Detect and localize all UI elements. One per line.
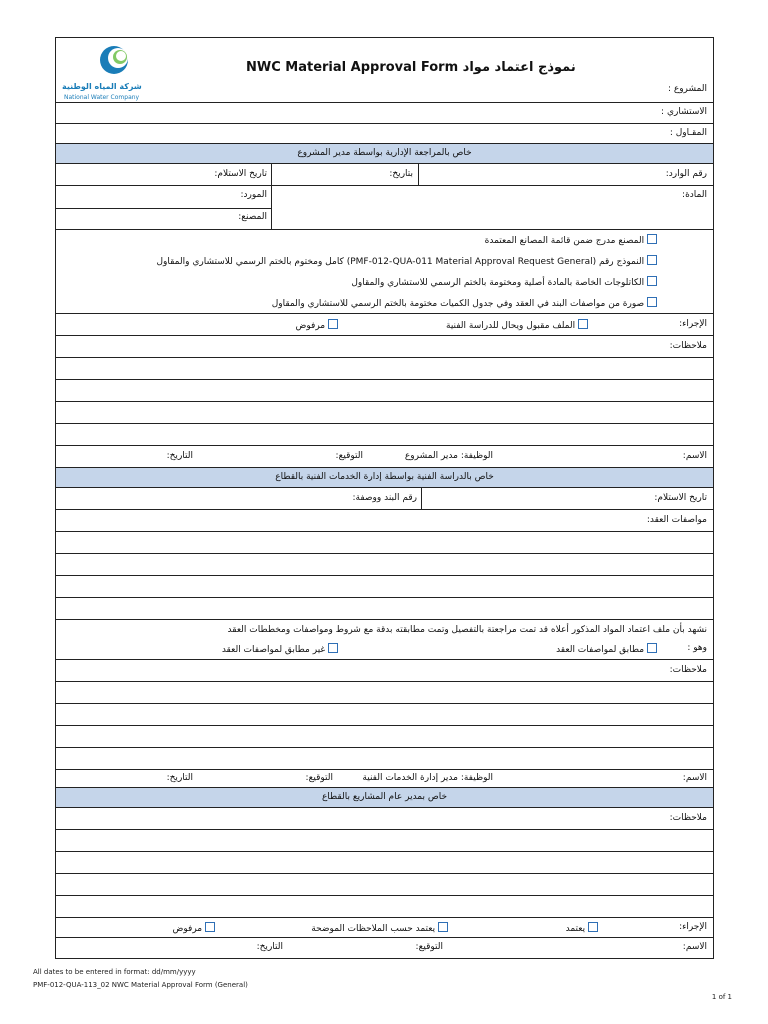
section1-header: خاص بالمراجعة الإدارية بواسطة مدير المشروع (56, 144, 713, 164)
section3-header: خاص بمدير عام المشاريع بالقطاع (56, 788, 713, 808)
notes-line[interactable] (56, 704, 713, 726)
contractor-row[interactable] (56, 124, 713, 144)
checkbox[interactable] (205, 922, 215, 932)
checkbox[interactable] (647, 276, 657, 286)
consultant-label: الاستشاري : (661, 107, 707, 117)
rejected-option[interactable]: مرفوض (296, 319, 339, 331)
manufacturer-label: المصنع: (238, 212, 267, 222)
declaration-text: نشهد بأن ملف اعتماد المواد المذكور أعلاه قد تمت مراجعتة بالتفصيل وتمت مطابقته بدقة مع شروط ومواصفات ومخططات العقد (227, 625, 707, 635)
checkbox[interactable] (647, 234, 657, 244)
signature-label: التوقيع: (415, 942, 443, 952)
notes-line[interactable] (56, 874, 713, 896)
form-title: NWC Material Approval Form نموذج اعتماد مواد (246, 60, 576, 75)
contractor-label: المقـاول : (669, 128, 707, 138)
checkbox[interactable] (328, 319, 338, 329)
receipt-item-row (56, 488, 713, 510)
rejected-option[interactable]: مرفوض (173, 922, 216, 934)
receipt-date-label: تاريخ الاستلام: (214, 169, 267, 179)
checklist-item[interactable]: الكاتلوجات الخاصة بالمادة أصلية ومختومة بالختم الرسمي للاستشاري والمقاول (351, 276, 657, 288)
accepted-option[interactable]: الملف مقبول ويحال للدراسة الفنية (446, 319, 588, 331)
approved-notes-option[interactable]: يعتمد حسب الملاحظات الموضحة (311, 922, 448, 934)
date-label: التاريخ: (166, 773, 193, 783)
specs-label: مواصفات العقد: (646, 515, 707, 525)
checkbox[interactable] (647, 297, 657, 307)
notes-line[interactable] (56, 402, 713, 424)
name-label: الاسم: (682, 773, 707, 783)
notes-line[interactable] (56, 380, 713, 402)
notes-line[interactable] (56, 852, 713, 874)
incoming-row (56, 164, 713, 186)
notes-line[interactable] (56, 748, 713, 770)
material-approval-form (55, 37, 714, 959)
checkbox[interactable] (647, 255, 657, 265)
notes-line[interactable] (56, 830, 713, 852)
action-label: الإجراء: (679, 922, 707, 932)
approved-option[interactable]: يعتمد (566, 922, 598, 934)
job-label: الوظيفة: مدير المشروع (404, 451, 493, 461)
signature-row (56, 770, 713, 788)
material-row (56, 186, 713, 230)
page-number: 1 of 1 (711, 993, 732, 1001)
logo-arabic-name: شركة المياه الوطنية (62, 82, 142, 91)
specs-line[interactable] (56, 532, 713, 554)
section2-header: خاص بالدراسة الفنية بواسطة إدارة الخدمات الفنية بالقطاع (56, 468, 713, 488)
checkbox[interactable] (438, 922, 448, 932)
notes-line[interactable] (56, 896, 713, 918)
document-code: PMF-012-QUA-113_02 NWC Material Approval Form (General) (33, 981, 248, 989)
checklist-item[interactable]: النموذج رقم (PMF-012-QUA-011 Material Approval Request General) كامل ومختوم بالختم الرسمي للاستشاري والمقاول (157, 255, 658, 267)
checkbox[interactable] (588, 922, 598, 932)
notes-row[interactable] (56, 808, 713, 830)
job-label: الوظيفة: مدير إدارة الخدمات الفنية (362, 773, 493, 783)
material-label: المادة: (682, 190, 707, 200)
signature-label: التوقيع: (335, 451, 363, 461)
specs-line[interactable] (56, 554, 713, 576)
item-no-label: رقم البند ووصفة: (352, 493, 417, 503)
checkbox[interactable] (647, 643, 657, 653)
incoming-no-label: رقم الوارد: (665, 169, 707, 179)
compliance-row (56, 638, 713, 660)
notes-line[interactable] (56, 726, 713, 748)
nwc-logo-icon (64, 42, 164, 102)
receipt-date-label: تاريخ الاستلام: (654, 493, 707, 503)
consultant-row[interactable] (56, 102, 713, 124)
name-label: الاسم: (682, 451, 707, 461)
signature-row (56, 938, 713, 958)
noncompliant-option[interactable]: غير مطابق لمواصفات العقد (222, 643, 338, 655)
action-label: الإجراء: (679, 319, 707, 329)
checklist (56, 230, 713, 314)
date-format-note: All dates to be entered in format: dd/mm/yyyy (33, 968, 196, 976)
notes-label: ملاحظات: (669, 813, 707, 823)
notes-line[interactable] (56, 682, 713, 704)
dated-label: بتاريخ: (389, 169, 413, 179)
notes-line[interactable] (56, 358, 713, 380)
notes-label: ملاحظات: (669, 665, 707, 675)
checklist-item[interactable]: صورة من مواصفات البند في العقد وفي جدول الكميات مختومة بالختم الرسمي للاستشاري والمقاول (272, 297, 657, 309)
specs-line[interactable] (56, 598, 713, 620)
specs-row[interactable] (56, 510, 713, 532)
checklist-item[interactable]: المصنع مدرج ضمن قائمة المصانع المعتمدة (485, 234, 657, 246)
action-row (56, 314, 713, 336)
project-label: المشروع : (667, 84, 707, 94)
compliant-option[interactable]: مطابق لمواصفات العقد (556, 643, 657, 655)
checkbox[interactable] (578, 319, 588, 329)
date-label: التاريخ: (166, 451, 193, 461)
supplier-label: المورد: (240, 190, 267, 200)
signature-row (56, 446, 713, 468)
action-row (56, 918, 713, 938)
specs-line[interactable] (56, 576, 713, 598)
logo-english-name: National Water Company (64, 94, 140, 101)
is-label: وهو : (687, 643, 707, 653)
notes-label: ملاحظات: (669, 341, 707, 351)
checkbox[interactable] (328, 643, 338, 653)
signature-label: التوقيع: (305, 773, 333, 783)
notes-row[interactable] (56, 660, 713, 682)
notes-line[interactable] (56, 424, 713, 446)
date-label: التاريخ: (256, 942, 283, 952)
notes-row[interactable] (56, 336, 713, 358)
name-label: الاسم: (682, 942, 707, 952)
